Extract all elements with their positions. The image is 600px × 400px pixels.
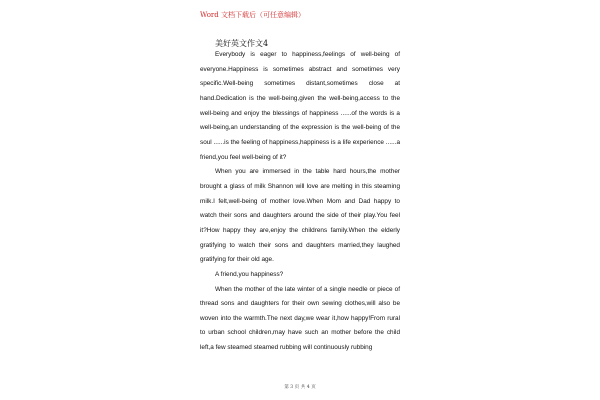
paragraph: Everybody is eager to happiness,feelings of well-being of everyone.Happiness is sometimes abstract and sometimes very specific.Well-being sometimes distant,sometimes close at hand.Dedication is the well-being,given the well-being,access to the well-being and enjoy the blessings of happiness ......of the words is a well-being,an understanding of the expression is the well-being of the soul ......is the feeling of happiness,happiness is a life experience ......a friend,you feel well-being of it? bbox=[200, 51, 400, 161]
paragraph: When the mother of the late winter of a single needle or piece of thread sons and daughters for their own sewing clothes,will also be woven into the warmth.The next day,we wear it,how happy!From rural to urban school children,may have such an mother before the child left,a few steamed steamed rubbing will continuously rubbing bbox=[200, 285, 400, 352]
paragraph: When you are immersed in the table hard hours,the mother brought a glass of milk Shannon will love are melting in this steaming milk.I felt,well-being of mother love.When Mom and Dad happy to watch their sons and daughters around the side of their play.You feel it?How happy they are,enjoy the childrens family.When the elderly gratifying to watch their sons and daughters married,they laughed gratifying for their old age. bbox=[200, 168, 400, 264]
document-title: 美好英文作文4 bbox=[215, 39, 269, 48]
paragraph: A friend,you happiness? bbox=[215, 270, 284, 278]
document-body bbox=[200, 48, 400, 356]
header-note: Word 文档下载后（可任意编辑） bbox=[200, 11, 305, 19]
page-number-footer: 第 3 页 共 4 页 bbox=[284, 385, 316, 390]
